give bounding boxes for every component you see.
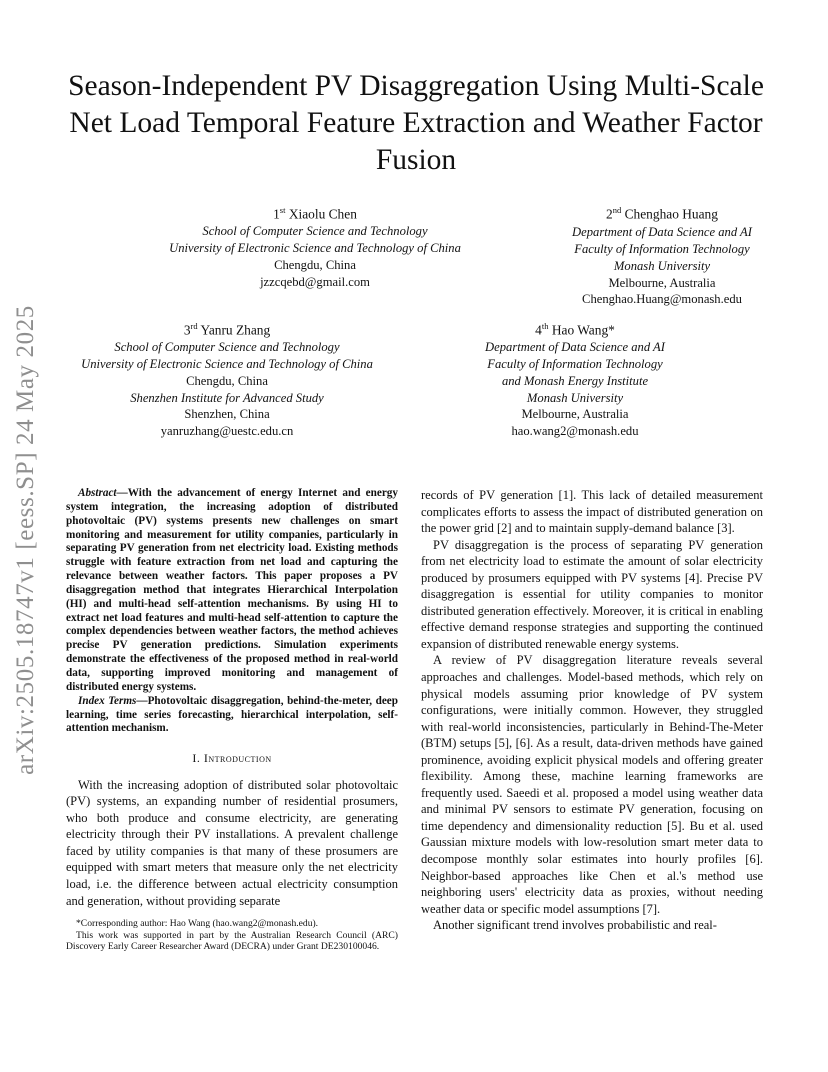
author-email: Chenghao.Huang@monash.edu <box>582 292 742 307</box>
author-affiliation: Faculty of Information Technology <box>574 242 750 257</box>
author-name: 3rd Yanru Zhang <box>183 321 271 338</box>
section-heading: I. Introduction <box>192 751 272 766</box>
author-affiliation: School of Computer Science and Technology <box>114 340 340 355</box>
index-terms-label: Index Terms <box>78 694 137 707</box>
author-email: hao.wang2@monash.edu <box>511 424 639 439</box>
body-paragraph: PV disaggregation is the process of separating PV generation from net electricity load to estimate the amount of solar electricity produced by prosumers equipped with PV systems [4]. Precise PV disaggregation is essential for utility companies to monitor distributed generation effectively. Moreover, it is critical in enabling effective demand response strategies and supporting the continued expansion of distributed renewable energy systems. <box>421 537 763 651</box>
arxiv-identifier-text: arXiv:2505.18747v1 [eess.SP] 24 May 2025 <box>12 305 39 775</box>
author-city: Shenzhen, China <box>184 407 270 422</box>
author-name: 1st Xiaolu Chen <box>273 205 357 222</box>
body-paragraph: records of PV generation [1]. This lack of detailed measurement complicates efforts to assess the impact of distributed generation on the power grid [2] and to maintain supply-demand balance [3]. <box>421 488 763 536</box>
right-column <box>421 487 763 934</box>
body-paragraph: With the increasing adoption of distributed solar photovoltaic (PV) systems, an expanding number of residential prosumers, who both produce and consume electricity, are generating electricity through their PV installations. A prevalent challenge faced by utility companies is that many of these prosumers are equipped with smart meters that measure only the net electricity load, i.e. the difference between actual electricity consumption and generation, without providing separate <box>66 777 398 908</box>
author-email: yanruzhang@uestc.edu.cn <box>160 424 294 439</box>
author-block-3 <box>56 318 398 440</box>
author-email: jzzcqebd@gmail.com <box>260 274 370 289</box>
author-affiliation: Monash University <box>613 258 711 273</box>
author-affiliation: University of Electronic Science and Technology of China <box>169 241 461 256</box>
author-block-1 <box>150 202 480 290</box>
abstract-text: —With the advancement of energy Internet and energy system integration, the increasing adoption of distributed photovoltaic (PV) systems presents new challenges on smart monitoring and measurement for utility companies, particularly in separating PV generation from net electricity load. Existing methods struggle with feature extraction from net load and capturing the relevance between weather factors. This paper proposes a PV disaggregation method that integrates Hierarchical Interpolation (HI) and multi-head self-attention mechanisms. By using HI to extract net load features and multi-head self-attention to capture the complex dependencies between weather factors, the method achieves precise PV generation predictions. Simulation experiments demonstrate the effectiveness of the proposed method in real-world data, supporting improved monitoring and management of distributed energy systems. <box>66 487 398 693</box>
body-paragraph: A review of PV disaggregation literature reveals several approaches and challenges. Model-based methods, which rely on physical models assuming prior knowledge of PV system configurations, were initially common. However, they struggled with real-world inconsistencies, particularly in Behind-The-Meter (BTM) setups [5], [6]. As a result, data-driven methods have gained prominence, avoiding explicit physical models and offering greater flexibility. Among these, machine learning frameworks are frequently used. Saeedi et al. proposed a model using weather data and minimal PV sensors to estimate PV generation, focusing on time dependency and dimensionality reduction [5]. Bu et al. used Gaussian mixture models with low-resolution smart meter data to decompose monthly solar estimates into hourly profiles [6]. Neighbor-based approaches like Chen et al.'s method use neighboring users' electricity data as proxies, without needing weather data or specific model assumptions [7]. <box>421 653 763 916</box>
left-column <box>66 487 398 909</box>
author-affiliation: Monash University <box>526 390 624 405</box>
footnote-corresponding: *Corresponding author: Hao Wang (hao.wang2@monash.edu). <box>76 918 319 929</box>
abstract <box>66 487 398 695</box>
author-affiliation: and Monash Energy Institute <box>501 373 649 388</box>
body-paragraph: Another significant trend involves probabilistic and real- <box>433 918 717 933</box>
author-affiliation: Department of Data Science and AI <box>572 225 752 240</box>
footnote-funding: This work was supported in part by the Australian Research Council (ARC) Discovery Early Career Researcher Award (DECRA) under Grant DE230100046. <box>66 929 398 953</box>
author-affiliation: University of Electronic Science and Technology of China <box>81 357 373 372</box>
author-city: Chengdu, China <box>274 257 356 272</box>
paper-title: Season-Independent PV Disaggregation Using Multi-Scale Net Load Temporal Feature Extraction and Weather Factor Fusion <box>68 70 764 176</box>
author-city: Chengdu, China <box>186 373 268 388</box>
author-affiliation: School of Computer Science and Technology <box>202 224 428 239</box>
author-city: Melbourne, Australia <box>521 407 629 422</box>
arxiv-identifier <box>6 290 46 790</box>
author-name: 4th Hao Wang* <box>535 321 615 338</box>
index-terms <box>66 695 398 737</box>
abstract-label: Abstract <box>78 487 117 499</box>
author-block-4 <box>460 318 690 440</box>
author-affiliation: Shenzhen Institute for Advanced Study <box>130 390 324 405</box>
author-city: Melbourne, Australia <box>608 275 716 290</box>
author-name: 2nd Chenghao Huang <box>606 205 718 222</box>
author-affiliation: Faculty of Information Technology <box>487 357 663 372</box>
author-block-2 <box>545 202 779 308</box>
author-affiliation: Department of Data Science and AI <box>485 340 665 355</box>
index-terms-text: —Photovoltaic disaggregation, behind-the-meter, deep learning, time series forecasting, hierarchical interpolation, self-attention mechanism. <box>66 694 398 735</box>
footnotes <box>66 918 398 953</box>
